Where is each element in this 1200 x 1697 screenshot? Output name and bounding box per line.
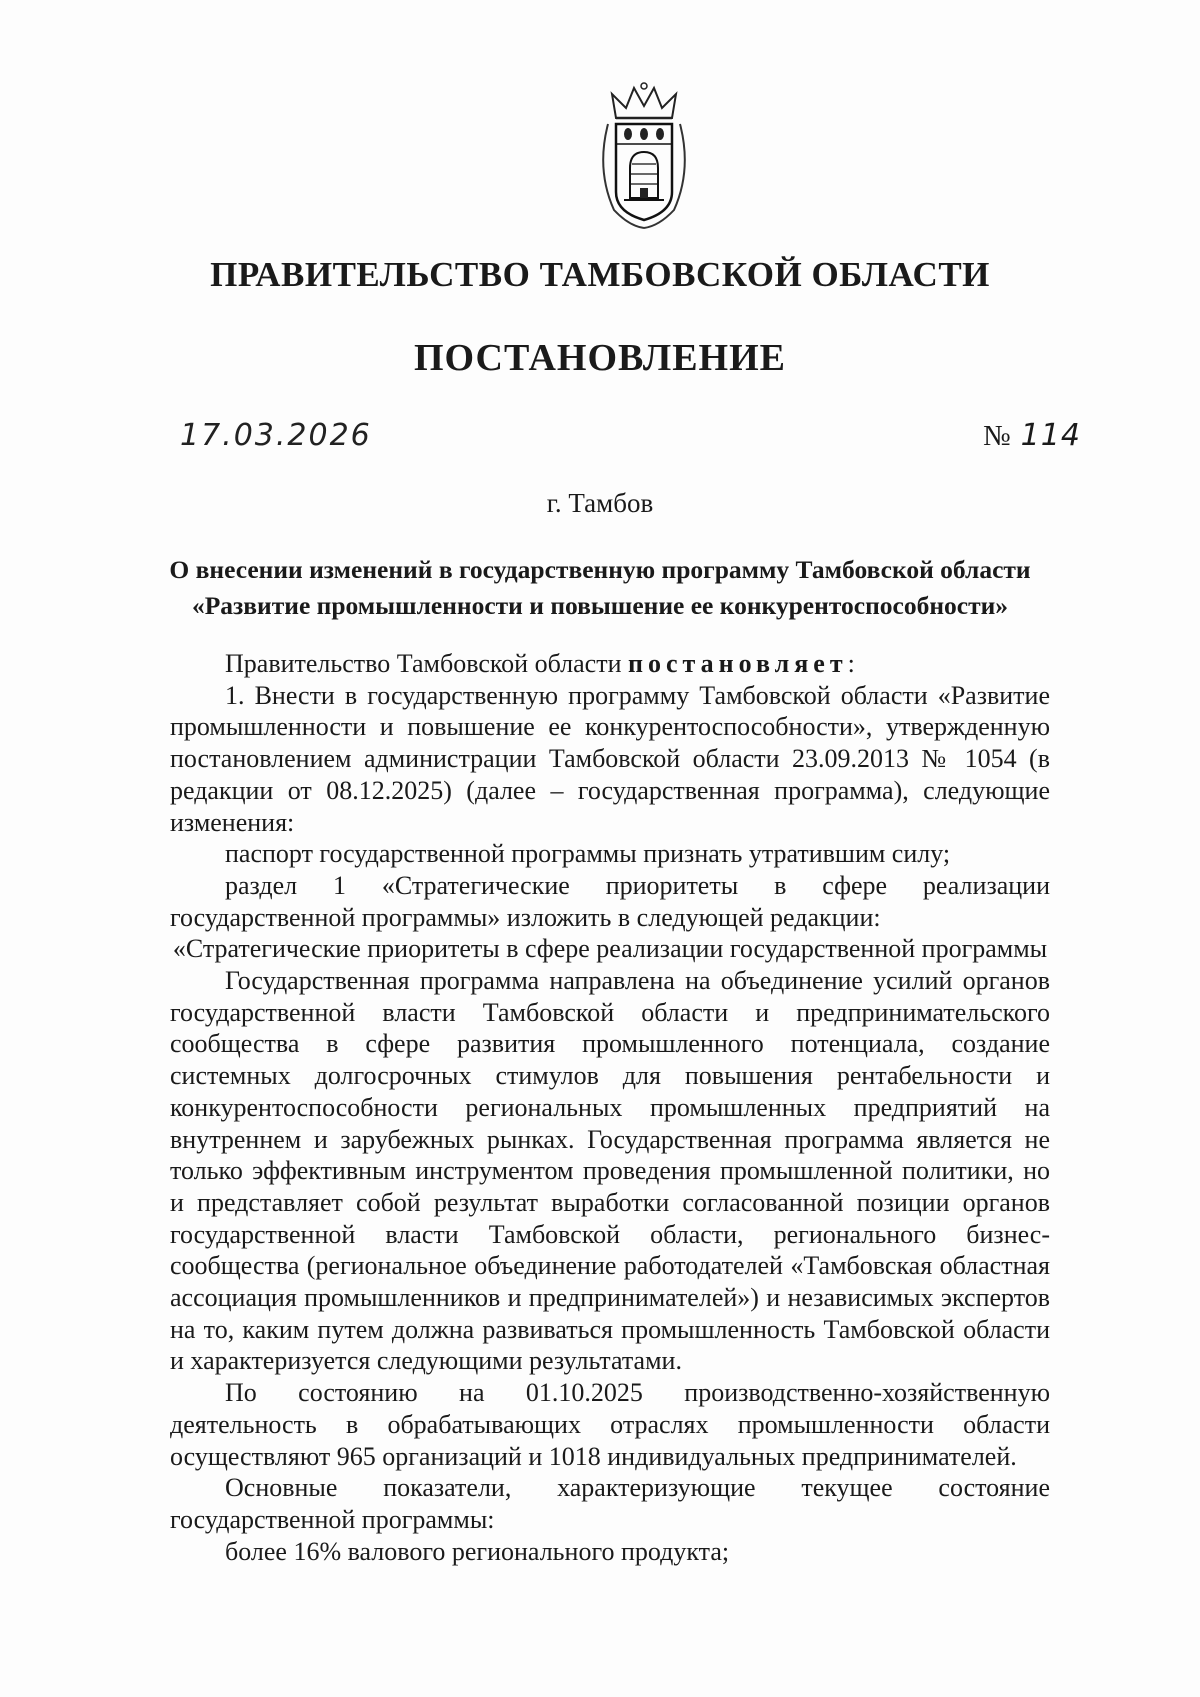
document-subject: [150, 552, 1050, 624]
section-heading: «Стратегические приоритеты в сфере реализации государственной программы: [172, 934, 1048, 964]
city-line: г. Тамбов: [546, 488, 654, 518]
paragraph-2: паспорт государственной программы признать утратившим силу;: [225, 839, 951, 869]
subject-line-2: «Развитие промышленности и повышение ее конкурентоспособности»: [191, 591, 1009, 620]
handwritten-date: 17.03.2026: [180, 418, 372, 453]
intro-paragraph: [170, 648, 1050, 680]
intro-prefix: Правительство Тамбовской области: [225, 649, 628, 678]
document-number: [983, 418, 1081, 453]
coat-of-arms-icon: [594, 80, 694, 230]
government-title: ПРАВИТЕЛЬСТВО ТАМБОВСКОЙ ОБЛАСТИ: [210, 255, 990, 294]
handwritten-number: 114: [1020, 418, 1081, 453]
document-type: ПОСТАНОВЛЕНИЕ: [413, 337, 787, 379]
paragraph-3: раздел 1 «Стратегические приоритеты в сфере реализации государственной программы» изложить в следующей редакции:: [170, 870, 1050, 932]
paragraph-1: 1. Внести в государственную программу Тамбовской области «Развитие промышленности и повышение ее конкурентоспособности», утвержденную постановлением администрации Тамбовской области 23.09.2013 № 1054 (в редакции от 08.12.2025) (далее – государственная программа), следующие изменения:: [170, 680, 1050, 837]
paragraph-4: Государственная программа направлена на объединение усилий органов государственной власти Тамбовской области и предпринимательского сообщества в сфере развития промышленного потенциала, создание системных долгосрочных стимулов для повышения рентабельности и конкурентоспособности региональных промышленных предприятий на внутреннем и зарубежных рынках. Государственная программа является не только эффективным инструментом проведения промышленной политики, но и представляет собой результат выработки согласованной позиции органов государственной власти Тамбовской области, регионального бизнес-сообщества (региональное объединение работодателей «Тамбовская областная ассоциация промышленников и предпринимателей») и независимых экспертов на то, каким путем должна развиваться промышленность Тамбовской области и характеризуется следующими результатами.: [170, 966, 1050, 1376]
intro-suffix: :: [847, 649, 855, 678]
document-body: [170, 648, 1050, 1567]
number-sign: №: [983, 420, 1011, 452]
paragraph-6: Основные показатели, характеризующие текущее состояние государственной программы:: [170, 1473, 1050, 1534]
subject-line-1: О внесении изменений в государственную программу Тамбовской области: [169, 555, 1031, 584]
paragraph-5: По состоянию на 01.10.2025 производственно-хозяйственную деятельность в обрабатывающих отраслях промышленности области осуществляют 965 организаций и 1018 индивидуальных предпринимателей.: [170, 1378, 1050, 1471]
intro-verb: постановляет: [628, 649, 848, 678]
paragraph-7: более 16% валового регионального продукта;: [225, 1536, 730, 1566]
